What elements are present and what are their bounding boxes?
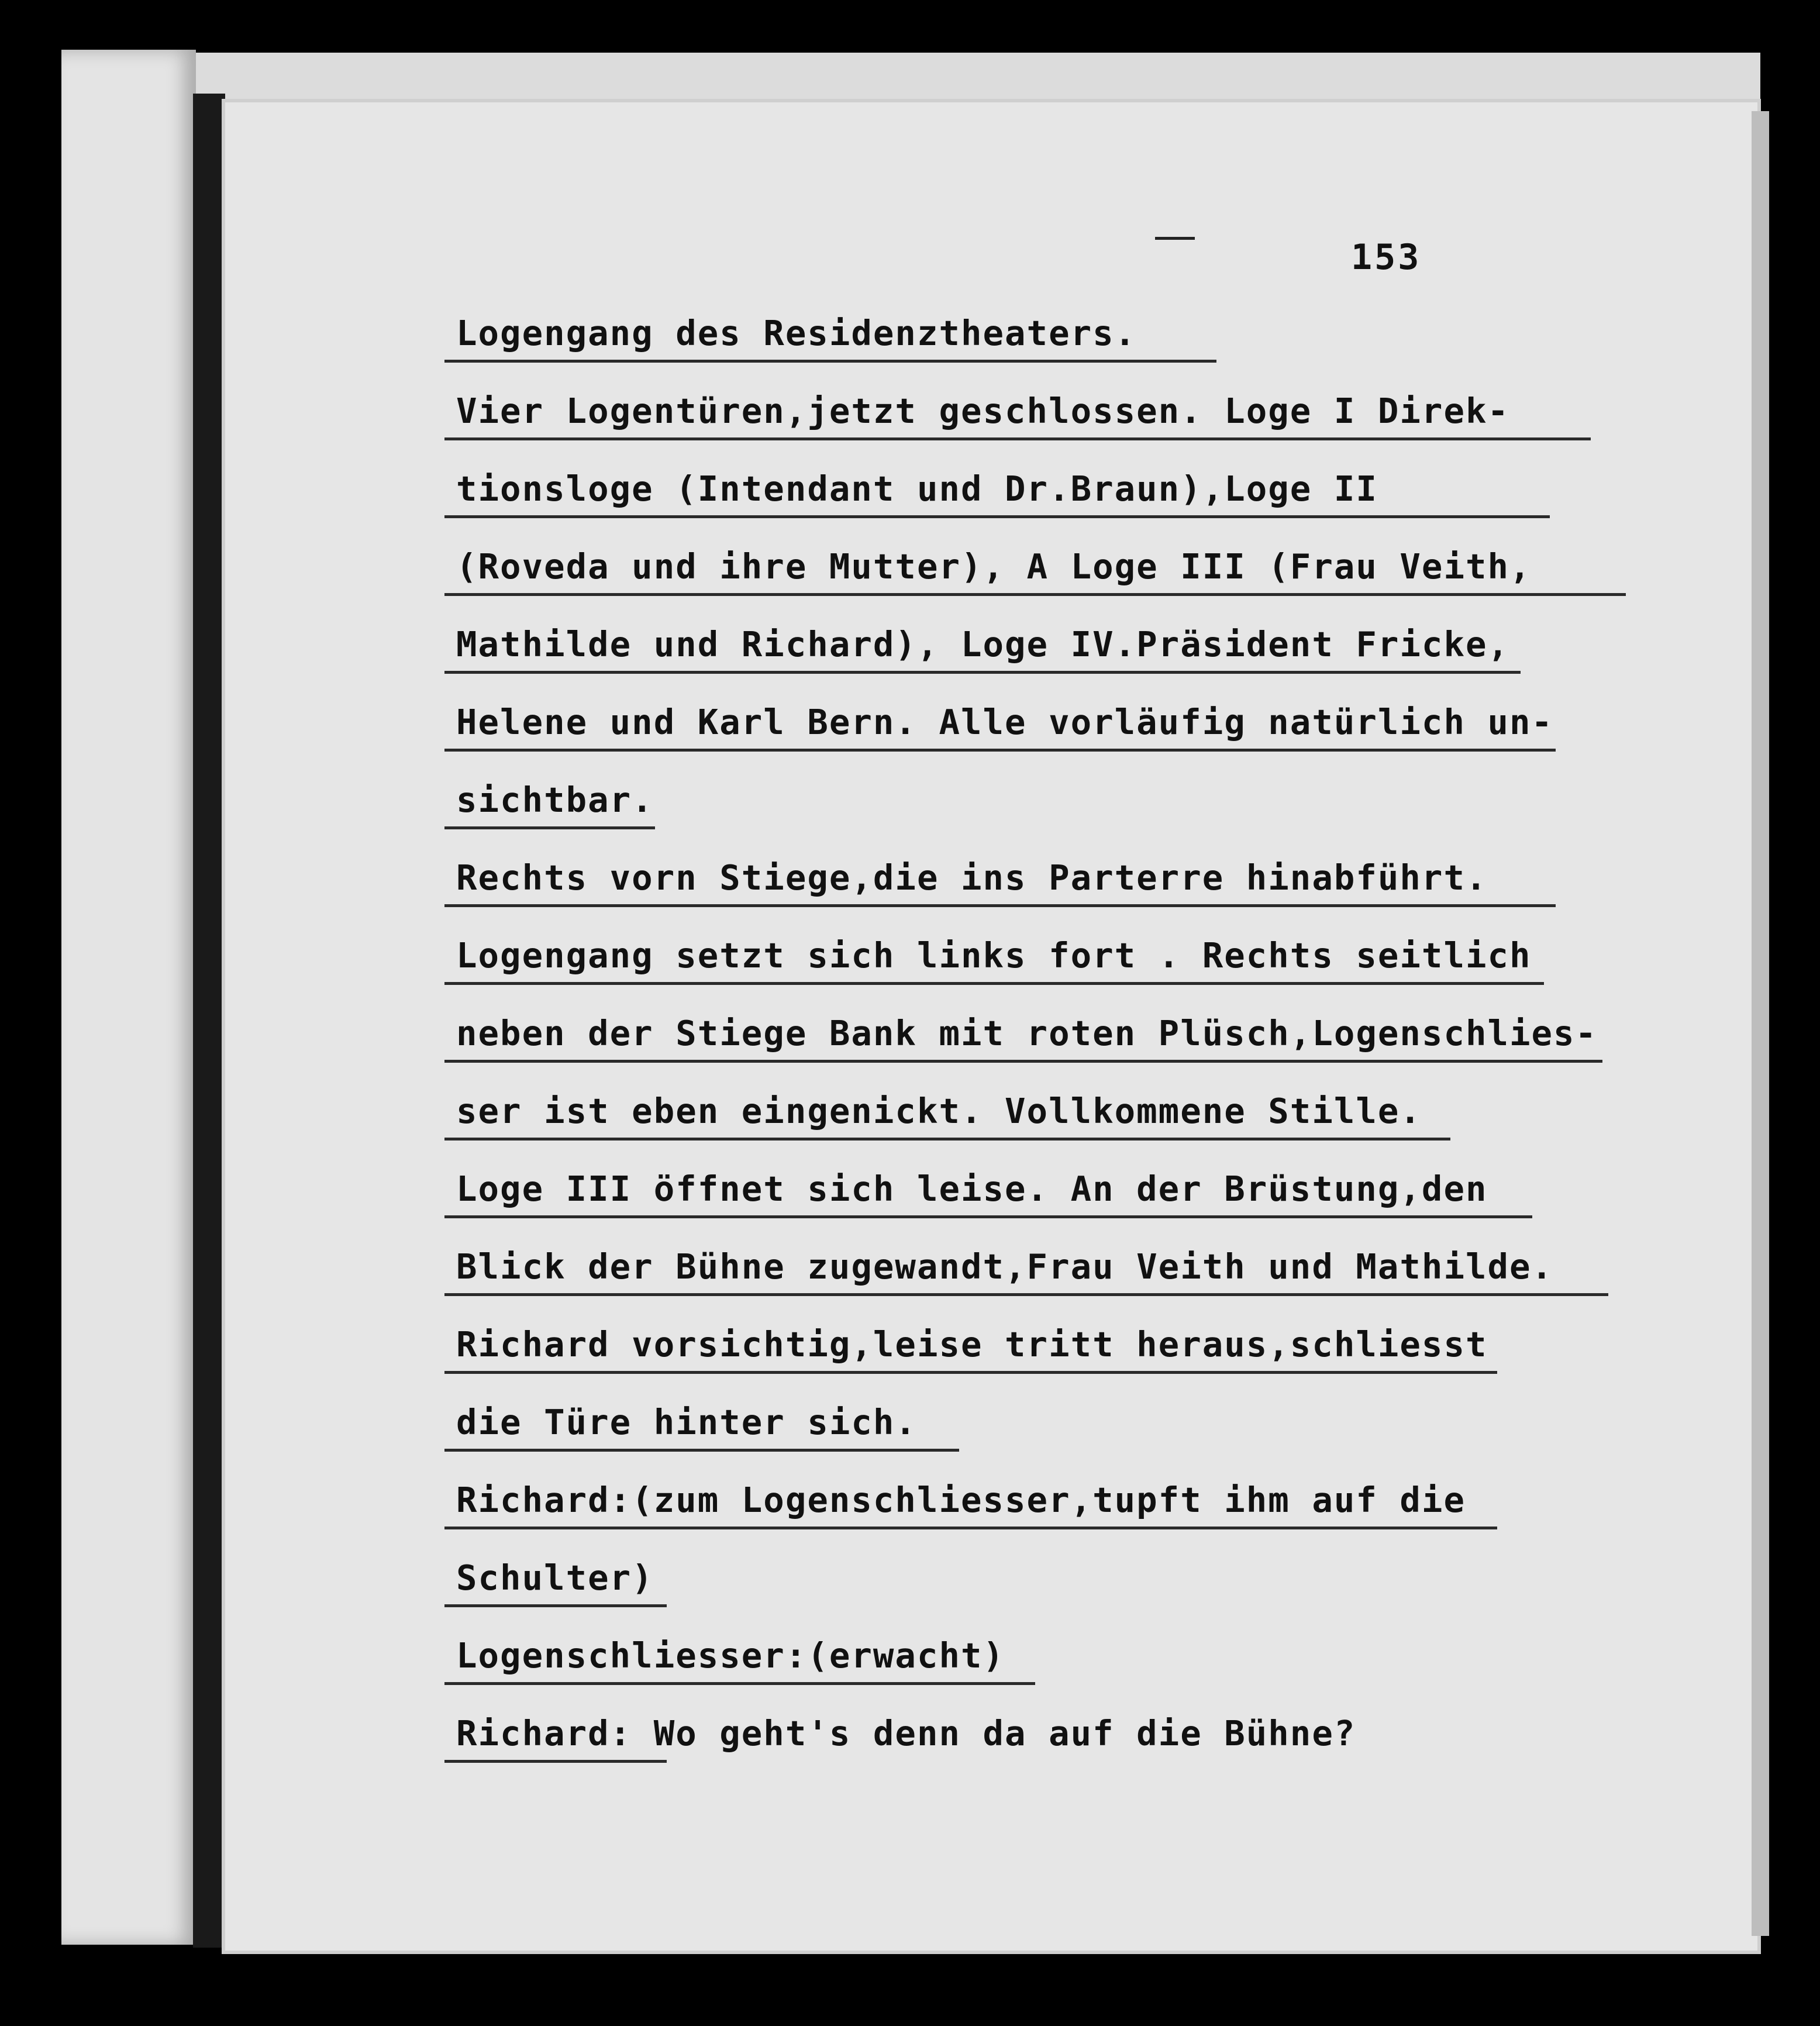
text-line: Richard: Wo geht's denn da auf die Bühne? [456, 1716, 1743, 1794]
text-line: Loge III öffnet sich leise. An der Brüstung,den [456, 1172, 1743, 1249]
text-line: Logenschliesser:(erwacht) [456, 1638, 1743, 1716]
text-line: Schulter) [456, 1560, 1743, 1638]
binding-strip [61, 50, 196, 1945]
page-number: 153 [1351, 237, 1422, 278]
page-text [456, 313, 1743, 1794]
text-line: Rechts vorn Stiege,die ins Parterre hinabführt. [456, 860, 1743, 938]
text-line: Mathilde und Richard), Loge IV.Präsident Fricke, [456, 627, 1743, 705]
text-line: neben der Stiege Bank mit roten Plüsch,Logenschlies- [456, 1016, 1743, 1094]
binding-shadow [193, 94, 225, 1948]
page-edge [1752, 111, 1769, 1936]
text-line: Logengang des Residenztheaters. [456, 316, 1743, 394]
text-line: Logengang setzt sich links fort . Rechts seitlich [456, 938, 1743, 1016]
text-line: Richard:(zum Logenschliesser,tupft ihm auf die [456, 1483, 1743, 1560]
text-line: (Roveda und ihre Mutter), A Loge III (Frau Veith, [456, 549, 1743, 627]
text-line: Vier Logentüren,jetzt geschlossen. Loge I Direk- [456, 394, 1743, 471]
text-line: Blick der Bühne zugewandt,Frau Veith und Mathilde. [456, 1249, 1743, 1327]
text-line: Richard vorsichtig,leise tritt heraus,schliesst [456, 1327, 1743, 1405]
header-dash [1155, 237, 1195, 240]
text-line: ser ist eben eingenickt. Vollkommene Stille. [456, 1094, 1743, 1172]
text-line: tionsloge (Intendant und Dr.Braun),Loge II [456, 471, 1743, 549]
text-line: die Türe hinter sich. [456, 1405, 1743, 1483]
text-line: Helene und Karl Bern. Alle vorläufig natürlich un- [456, 705, 1743, 783]
text-line: sichtbar. [456, 783, 1743, 860]
